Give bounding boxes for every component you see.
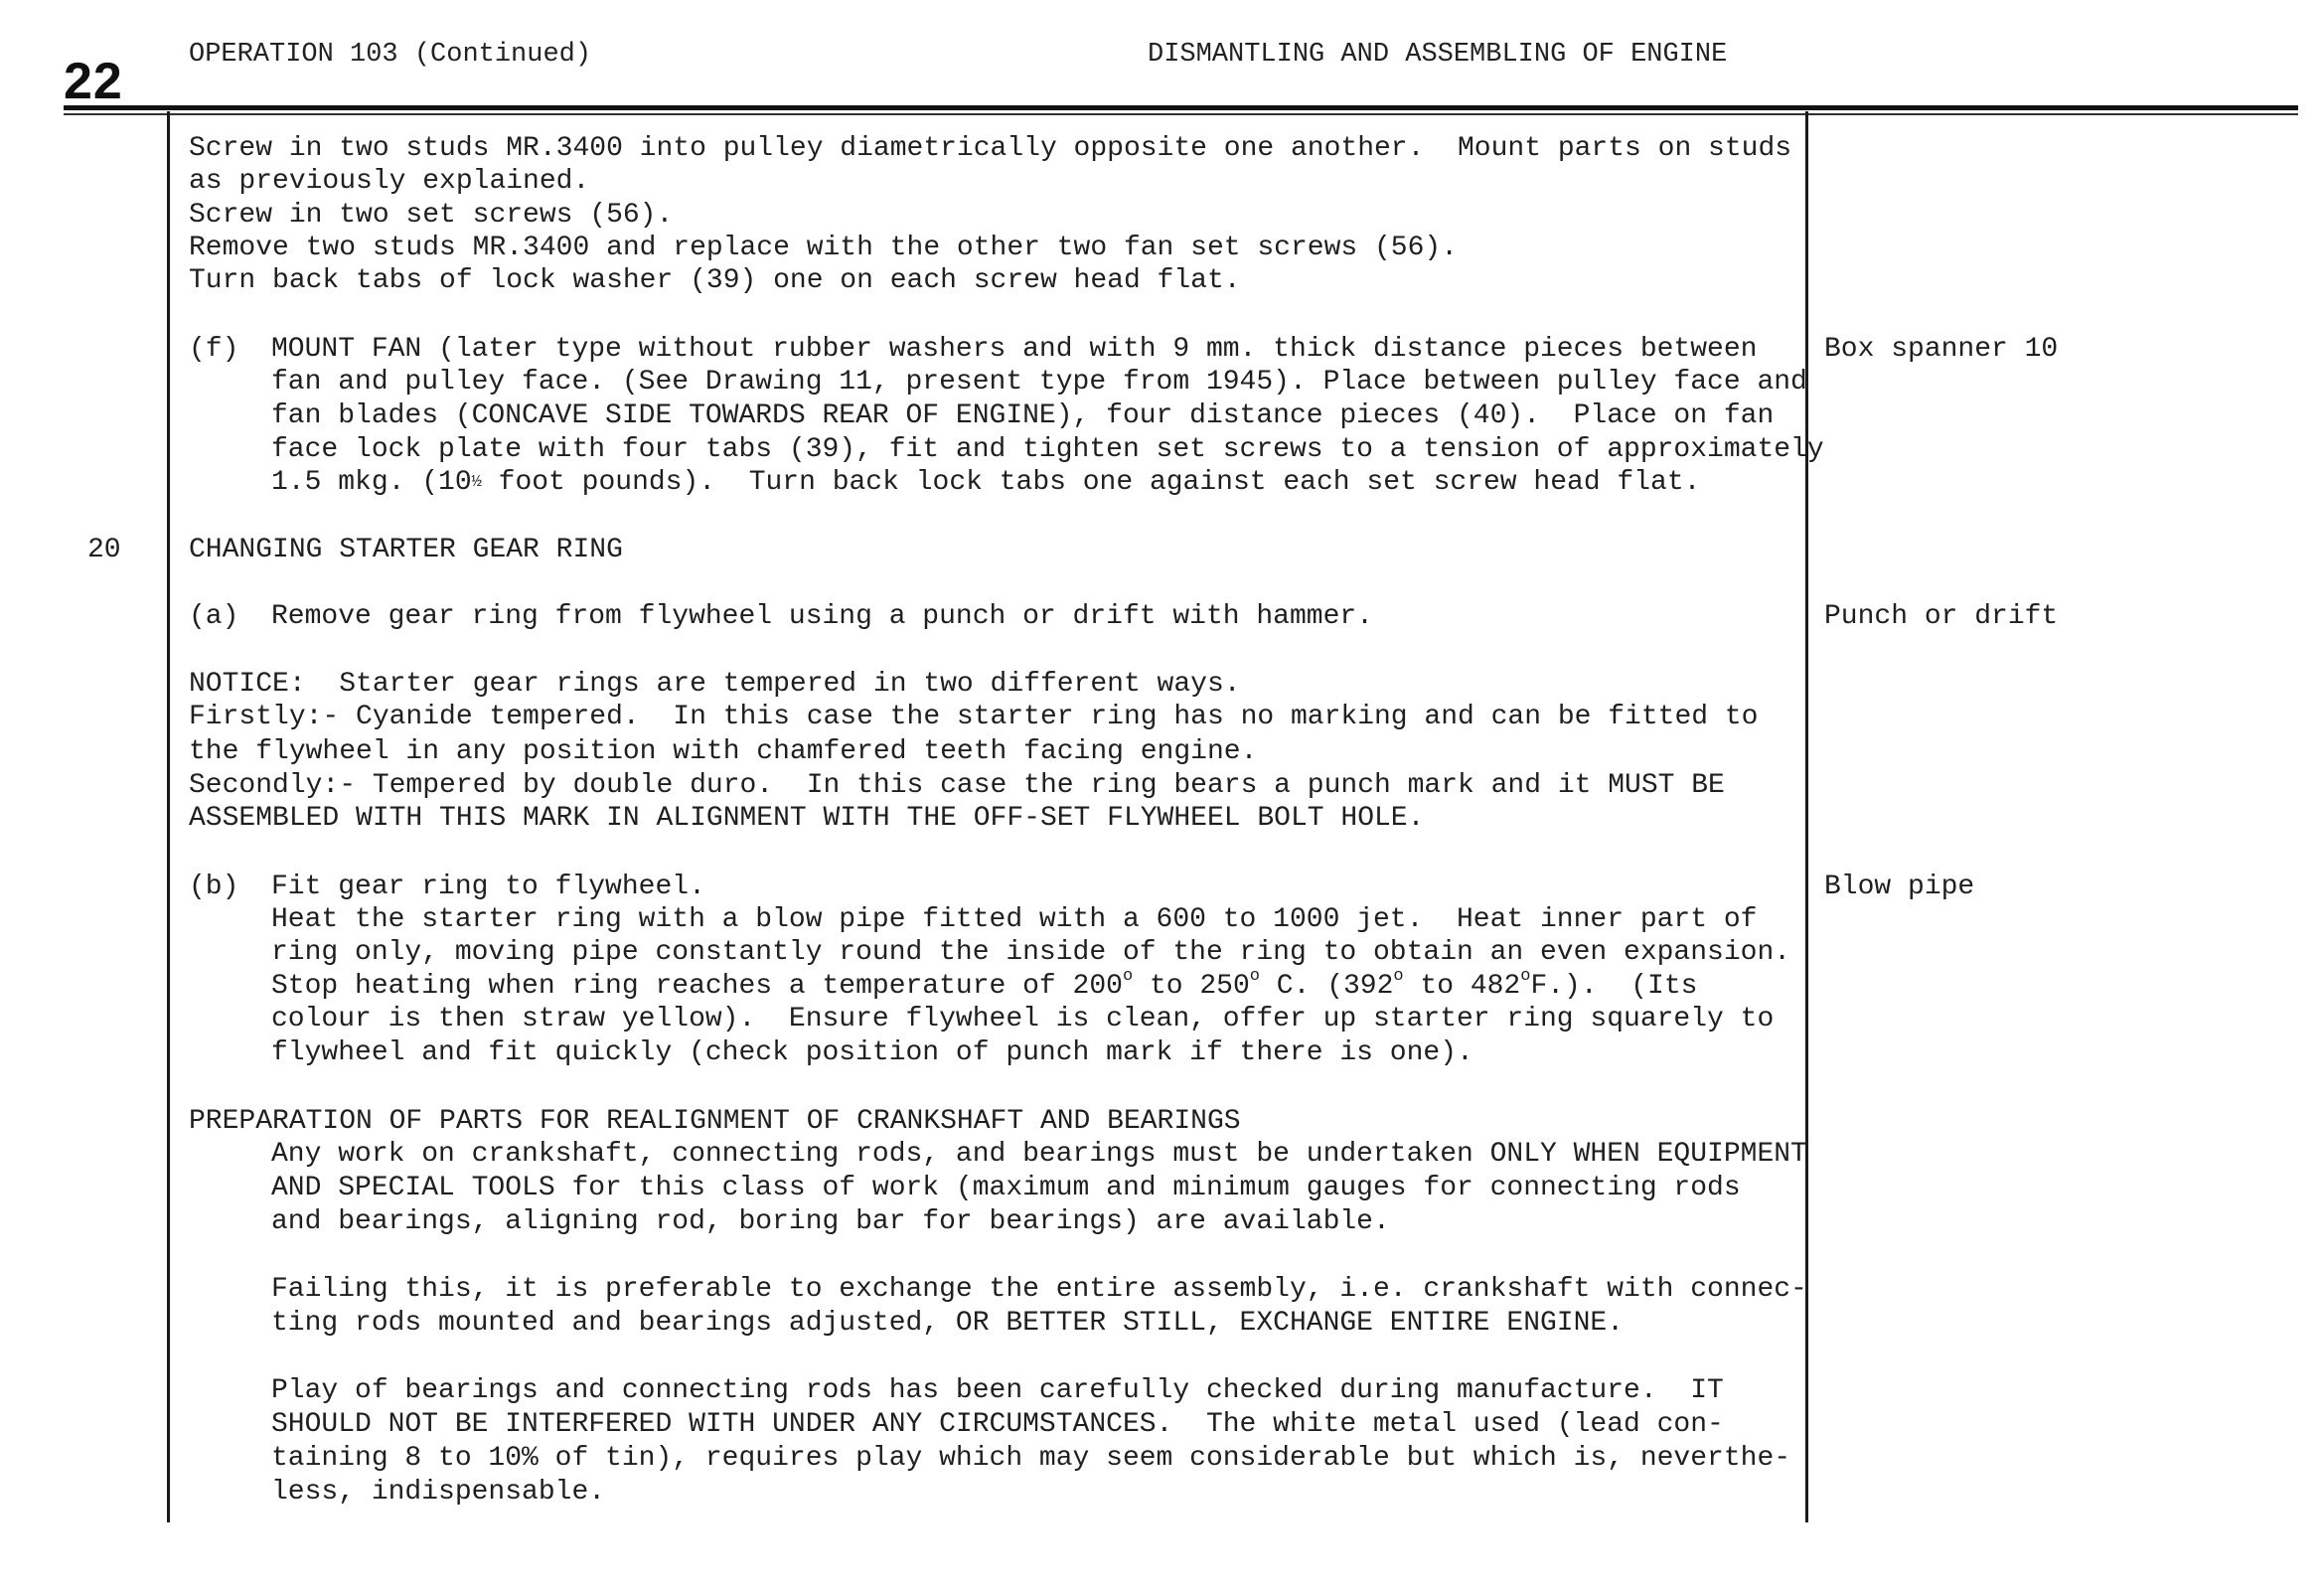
- notice-line-1: NOTICE: Starter gear rings are tempered in two different ways.: [189, 669, 1241, 700]
- step-f-line-3: fan blades (CONCAVE SIDE TOWARDS REAR OF ENGINE), four distance pieces (40). Place on fan: [271, 400, 1775, 431]
- section-heading: CHANGING STARTER GEAR RING: [189, 535, 623, 565]
- intro-line-5: Turn back tabs of lock washer (39) one on each screw head flat.: [189, 265, 1241, 296]
- intro-line-2: as previously explained.: [189, 166, 590, 197]
- step-a-label: (a): [189, 601, 239, 632]
- intro-line-3: Screw in two set screws (56).: [189, 200, 674, 231]
- fraction-half: ½: [471, 473, 482, 492]
- prep-p2-line-2: ting rods mounted and bearings adjusted, OR BETTER STILL, EXCHANGE ENTIRE ENGINE.: [271, 1308, 1625, 1339]
- step-f-line-5: 1.5 mkg. (10½ foot pounds). Turn back lock tabs one against each set screw head flat.: [271, 467, 1701, 498]
- prep-p1-line-3: and bearings, aligning rod, boring bar for bearings) are available.: [271, 1206, 1390, 1237]
- step-b-line-6: flywheel and fit quickly (check position of punch mark if there is one).: [271, 1037, 1473, 1068]
- step-f-line-4: face lock plate with four tabs (39), fit and tighten set screws to a tension of approximately: [271, 434, 1824, 465]
- intro-line-4: Remove two studs MR.3400 and replace with the other two fan set screws (56).: [189, 233, 1459, 263]
- step-b-line-2: Heat the starter ring with a blow pipe fitted with a 600 to 1000 jet. Heat inner part of: [271, 904, 1758, 935]
- prep-p3-line-2: SHOULD NOT BE INTERFERED WITH UNDER ANY CIRCUMSTANCES. The white metal used (lead con-: [271, 1409, 1724, 1440]
- step-b-line-5: colour is then straw yellow). Ensure flywheel is clean, offer up starter ring squarely to: [271, 1004, 1775, 1034]
- prep-p3-line-3: taining 8 to 10% of tin), requires play which may seem considerable but which is, neverthe-: [271, 1443, 1791, 1474]
- step-f-label: (f): [189, 334, 239, 365]
- notice-line-2: Firstly:- Cyanide tempered. In this case the starter ring has no marking and can be fitted to: [189, 702, 1759, 732]
- step-b-line-4: Stop heating when ring reaches a temperature of 200$^o$ to 250$^o$ C. (392$^o$ to 482$^o$F.). (Its: [271, 967, 1698, 1002]
- tool-punch-or-drift: Punch or drift: [1824, 601, 2059, 632]
- notice-line-4: Secondly:- Tempered by double duro. In this case the ring bears a punch mark and it MUST BE: [189, 770, 1725, 801]
- step-b-label: (b): [189, 872, 239, 902]
- prep-p2-line-1: Failing this, it is preferable to exchange the entire assembly, i.e. crankshaft with connec-: [271, 1274, 1807, 1305]
- operation-heading: OPERATION 103 (Continued): [189, 40, 592, 70]
- tool-blow-pipe: Blow pipe: [1824, 872, 1975, 902]
- page-number: 22: [64, 53, 123, 110]
- step-a-text: Remove gear ring from flywheel using a punch or drift with hammer.: [271, 601, 1373, 632]
- prep-heading: PREPARATION OF PARTS FOR REALIGNMENT OF CRANKSHAFT AND BEARINGS: [189, 1106, 1241, 1137]
- intro-line-1: Screw in two studs MR.3400 into pulley diametrically opposite one another. Mount parts on studs: [189, 133, 1792, 164]
- step-b-line-3: ring only, moving pipe constantly round the inside of the ring to obtain an even expansion.: [271, 937, 1791, 968]
- tool-box-spanner: Box spanner 10: [1824, 334, 2059, 365]
- prep-p3-line-4: less, indispensable.: [271, 1477, 606, 1508]
- header-rule-thick: [64, 105, 2298, 110]
- header-rule-thin: [64, 113, 2298, 115]
- prep-p1-line-2: AND SPECIAL TOOLS for this class of work (maximum and minimum gauges for connecting rods: [271, 1173, 1741, 1203]
- section-number: 20: [87, 535, 121, 565]
- tool-column-rule: [1805, 111, 1808, 1522]
- prep-p1-line-1: Any work on crankshaft, connecting rods, and bearings must be undertaken ONLY WHEN EQUIPMENT: [271, 1139, 1807, 1170]
- left-margin-rule: [167, 111, 170, 1522]
- section-title: DISMANTLING AND ASSEMBLING OF ENGINE: [1148, 40, 1728, 70]
- step-b-line-1: Fit gear ring to flywheel.: [271, 872, 705, 902]
- notice-line-3: the flywheel in any position with chamfered teeth facing engine.: [189, 736, 1258, 767]
- notice-line-5: ASSEMBLED WITH THIS MARK IN ALIGNMENT WITH THE OFF-SET FLYWHEEL BOLT HOLE.: [189, 803, 1425, 834]
- step-f-line-1: MOUNT FAN (later type without rubber washers and with 9 mm. thick distance pieces between: [271, 334, 1758, 365]
- prep-p3-line-1: Play of bearings and connecting rods has been carefully checked during manufacture. IT: [271, 1375, 1724, 1406]
- step-f-line-2: fan and pulley face. (See Drawing 11, present type from 1945). Place between pulley face and: [271, 367, 1807, 398]
